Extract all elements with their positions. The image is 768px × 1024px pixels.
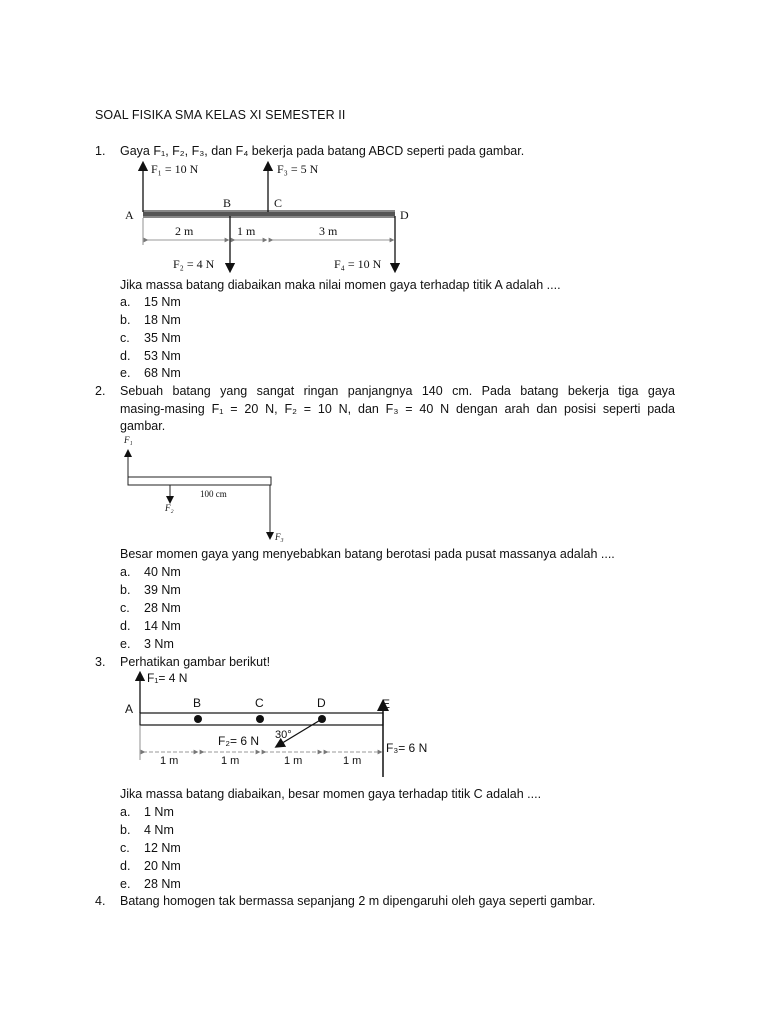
document-title: SOAL FISIKA SMA KELAS XI SEMESTER II bbox=[95, 108, 346, 122]
q1-option-d: 53 Nm bbox=[144, 349, 181, 363]
q1-number: 1. bbox=[95, 144, 106, 158]
q2-label-f2: F₂ bbox=[165, 503, 174, 513]
q1-label-d: D bbox=[400, 208, 409, 222]
q2-option-a: 40 Nm bbox=[144, 565, 181, 579]
q1-option-b: 18 Nm bbox=[144, 313, 181, 327]
q1-label-b: B bbox=[223, 196, 232, 210]
q1-label-c: C bbox=[274, 196, 283, 210]
q3-option-d: 20 Nm bbox=[144, 859, 181, 873]
q3-question: Jika massa batang diabaikan, besar momen gaya terhadap titik C adalah .... bbox=[120, 787, 542, 801]
q1-option-e: 68 Nm bbox=[144, 366, 181, 380]
q2-label-f3: F₃ bbox=[275, 532, 284, 542]
q1-option-d-label: d. bbox=[120, 349, 131, 363]
q3-label-b: B bbox=[193, 696, 202, 710]
q3-label-c: C bbox=[255, 696, 264, 710]
q3-label-seg-2: 1 m bbox=[221, 755, 240, 767]
q2-option-d-label: d. bbox=[120, 619, 131, 633]
q1-label-seg-bc: 1 m bbox=[237, 224, 256, 238]
q1-label-seg-ab: 2 m bbox=[175, 224, 194, 238]
q3-label-a: A bbox=[125, 702, 134, 716]
q3-option-a: 1 Nm bbox=[144, 805, 174, 819]
q1-option-c: 35 Nm bbox=[144, 331, 181, 345]
q2-line-2: masing-masing F₁ = 20 N, F₂ = 10 N, dan F₃ = 40 N dengan arah dan posisi seperti pada bbox=[120, 402, 675, 416]
q3-number: 3. bbox=[95, 655, 106, 669]
q4-text: Batang homogen tak bermassa sepanjang 2 m dipengaruhi oleh gaya seperti gambar. bbox=[120, 894, 596, 908]
q1-label-f3: F₃ = 5 N bbox=[277, 162, 319, 176]
q1-label-a: A bbox=[125, 208, 134, 222]
q3-option-d-label: d. bbox=[120, 859, 131, 873]
q2-option-d: 14 Nm bbox=[144, 619, 181, 633]
q3-option-b-label: b. bbox=[120, 823, 131, 837]
q3-option-e: 28 Nm bbox=[144, 877, 181, 891]
q3-label-f2: F₂= 6 N bbox=[218, 734, 260, 748]
q2-label-length: 100 cm bbox=[200, 489, 227, 499]
q3-option-c-label: c. bbox=[120, 841, 130, 855]
q2-option-a-label: a. bbox=[120, 565, 131, 579]
q1-label-f2: F₂ = 4 N bbox=[173, 257, 215, 271]
q3-label-d: D bbox=[317, 696, 326, 710]
q1-label-f4: F₄ = 10 N bbox=[334, 257, 382, 271]
q1-option-b-label: b. bbox=[120, 313, 131, 327]
q1-text: Gaya F₁, F₂, F₃, dan F₄ bekerja pada batang ABCD seperti pada gambar. bbox=[120, 144, 525, 158]
q2-line-3: gambar. bbox=[120, 419, 166, 433]
q1-option-e-label: e. bbox=[120, 366, 131, 380]
q1-question: Jika massa batang diabaikan maka nilai momen gaya terhadap titik A adalah .... bbox=[120, 278, 561, 292]
q4-number: 4. bbox=[95, 894, 106, 908]
q3-text: Perhatikan gambar berikut! bbox=[120, 655, 271, 669]
q1-option-c-label: c. bbox=[120, 331, 130, 345]
q2-option-e: 3 Nm bbox=[144, 637, 174, 651]
q3-point-c-dot bbox=[256, 715, 264, 723]
q2-option-c: 28 Nm bbox=[144, 601, 181, 615]
q3-label-f1: F₁= 4 N bbox=[147, 671, 188, 685]
q1-label-seg-cd: 3 m bbox=[319, 224, 338, 238]
q3-option-c: 12 Nm bbox=[144, 841, 181, 855]
q3-label-seg-1: 1 m bbox=[160, 755, 179, 767]
q3-option-e-label: e. bbox=[120, 877, 131, 891]
q3-label-seg-4: 1 m bbox=[343, 755, 362, 767]
q3-option-a-label: a. bbox=[120, 805, 131, 819]
q2-option-c-label: c. bbox=[120, 601, 130, 615]
q2-option-e-label: e. bbox=[120, 637, 131, 651]
q2-label-f1: F₁ bbox=[124, 435, 133, 445]
q2-option-b: 39 Nm bbox=[144, 583, 181, 597]
q1-option-a-label: a. bbox=[120, 295, 131, 309]
q2-question: Besar momen gaya yang menyebabkan batang berotasi pada pusat massanya adalah .... bbox=[120, 547, 615, 561]
q3-option-b: 4 Nm bbox=[144, 823, 174, 837]
q1-label-f1: F₁ = 10 N bbox=[151, 162, 199, 176]
q3-point-b-dot bbox=[194, 715, 202, 723]
q3-label-angle: 30° bbox=[275, 729, 292, 741]
q2-option-b-label: b. bbox=[120, 583, 131, 597]
q3-label-f3: F₃= 6 N bbox=[386, 741, 428, 755]
q2-number: 2. bbox=[95, 384, 106, 398]
q3-label-e: E bbox=[382, 697, 391, 711]
q2-line-1: Sebuah batang yang sangat ringan panjangnya 140 cm. Pada batang bekerja tiga gaya bbox=[120, 384, 675, 398]
q1-option-a: 15 Nm bbox=[144, 295, 181, 309]
q3-label-seg-3: 1 m bbox=[284, 755, 303, 767]
